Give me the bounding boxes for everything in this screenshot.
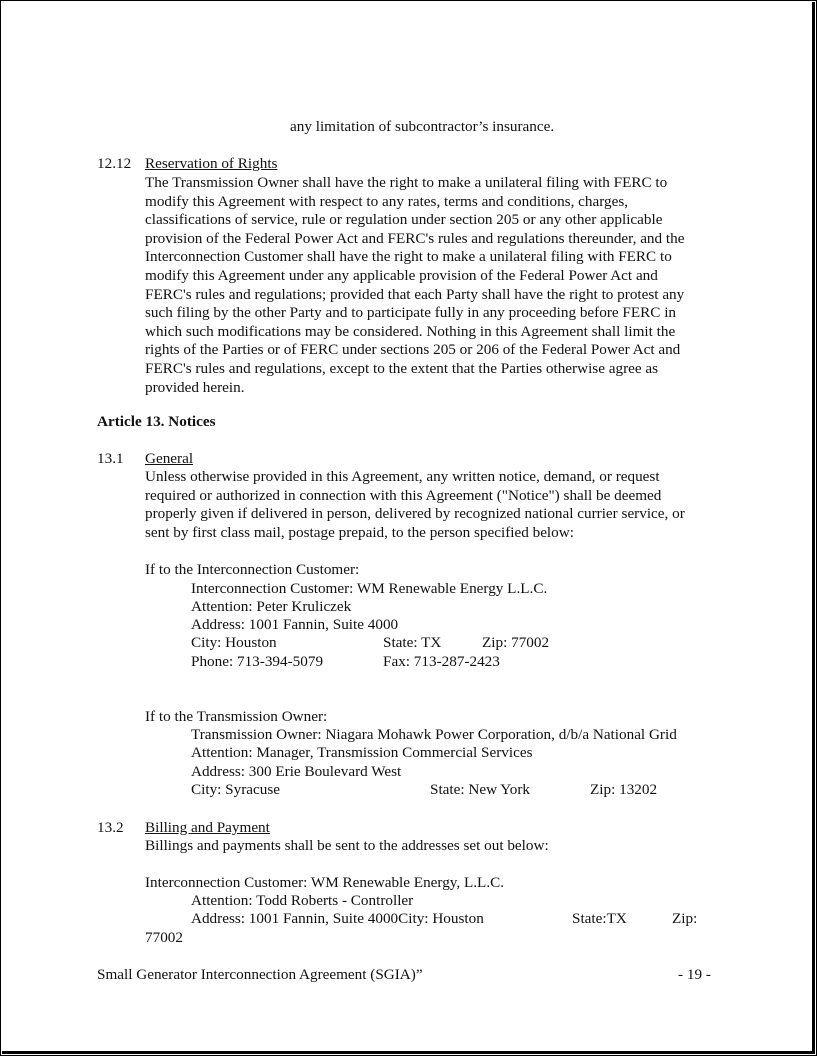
section-13-1-number: 13.1 (97, 450, 124, 467)
to-notice-city: City: Syracuse (191, 781, 281, 798)
body-line: Interconnection Customer shall have the right to make a unilateral filing with FERC to (145, 248, 672, 266)
carryover-text: any limitation of subcontractor’s insurance. (290, 118, 555, 135)
ic-notice-address: Address: 1001 Fannin, Suite 4000 (191, 616, 399, 633)
section-13-1-heading: General (145, 450, 194, 467)
to-notice-name: Transmission Owner: Niagara Mohawk Power Corporation, d/b/a National Grid (191, 726, 677, 743)
body-line: FERC's rules and regulations; provided that each Party shall have the right to protest any (145, 285, 685, 303)
to-notice-state: State: New York (430, 781, 530, 798)
section-13-1-body (145, 468, 685, 542)
billing-name: Interconnection Customer: WM Renewable Energy, L.L.C. (145, 874, 505, 891)
body-line: which such modifications may be considered. Nothing in this Agreement shall limit the (145, 322, 676, 340)
section-13-2-heading: Billing and Payment (145, 819, 270, 836)
to-notice-zip: Zip: 13202 (590, 781, 658, 798)
billing-zip-value: 77002 (145, 929, 183, 946)
ic-notice-attention: Attention: Peter Kruliczek (191, 598, 352, 615)
billing-attention: Attention: Todd Roberts - Controller (191, 892, 414, 909)
section-13-2-body: Billings and payments shall be sent to the addresses set out below: (145, 837, 549, 854)
body-line: modify this Agreement with respect to any rates, terms and conditions, charges, (145, 192, 629, 210)
ic-notice-zip: Zip: 77002 (482, 634, 550, 651)
article-13-title: Article 13. Notices (97, 413, 216, 430)
body-line: provision of the Federal Power Act and FERC's rules and regulations thereunder, and the (145, 229, 685, 247)
ic-notice-fax: Fax: 713-287-2423 (383, 653, 500, 670)
ic-notice-city: City: Houston (191, 634, 277, 651)
body-line: modify this Agreement under any applicable provision of the Federal Power Act and (145, 266, 658, 284)
section-13-2-number: 13.2 (97, 819, 124, 836)
body-line: classifications of service, rule or regulation under section 205 or any other applicable (145, 211, 663, 229)
to-notice-address: Address: 300 Erie Boulevard West (191, 763, 402, 780)
billing-state: State:TX (572, 910, 627, 927)
body-line: properly given if delivered in person, delivered by recognized national currier service, or (145, 505, 685, 523)
billing-zip-label: Zip: (672, 910, 698, 927)
ic-notice-intro: If to the Interconnection Customer: (145, 561, 360, 578)
section-12-12-body (145, 174, 684, 397)
ic-notice-state: State: TX (383, 634, 442, 651)
ic-notice-phone: Phone: 713-394-5079 (191, 653, 324, 670)
footer-title: Small Generator Interconnection Agreement (SGIA)” (97, 966, 423, 983)
body-line: The Transmission Owner shall have the right to make a unilateral filing with FERC to (145, 174, 668, 191)
footer-page-number: - 19 - (678, 966, 711, 983)
body-line: required or authorized in connection with this Agreement ("Notice") shall be deemed (145, 486, 662, 504)
body-line: such filing by the other Party and to participate fully in any proceeding before FERC in (145, 304, 677, 322)
ic-notice-name: Interconnection Customer: WM Renewable Energy L.L.C. (191, 580, 548, 597)
body-line: rights of the Parties or of FERC under sections 205 or 206 of the Federal Power Act and (145, 341, 681, 359)
body-line: Unless otherwise provided in this Agreement, any written notice, demand, or request (145, 468, 660, 485)
body-line: sent by first class mail, postage prepaid, to the person specified below: (145, 523, 574, 541)
to-notice-intro: If to the Transmission Owner: (145, 708, 328, 725)
billing-address: Address: 1001 Fannin, Suite 4000City: Houston (191, 910, 484, 927)
to-notice-attention: Attention: Manager, Transmission Commercial Services (191, 744, 533, 761)
body-line: FERC's rules and regulations, except to the extent that the Parties otherwise agree as (145, 359, 659, 377)
body-line: provided herein. (145, 378, 245, 396)
section-12-12-heading: Reservation of Rights (145, 155, 278, 172)
section-12-12-number: 12.12 (97, 155, 132, 172)
